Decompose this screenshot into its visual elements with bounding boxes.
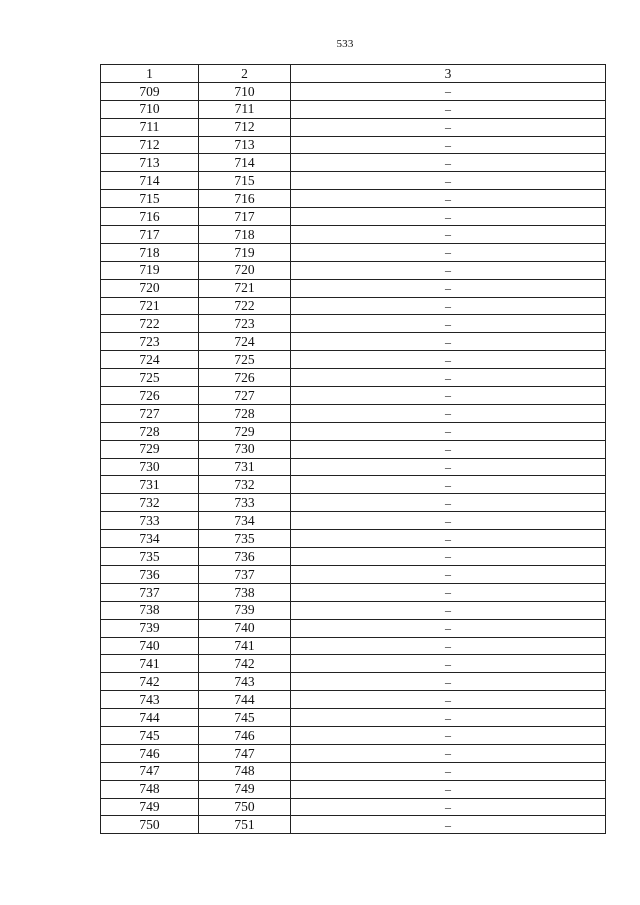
table-body <box>101 82 606 833</box>
table-cell-col-1: 710 <box>101 100 199 118</box>
table-cell-col-3: – <box>291 440 606 458</box>
table-cell-col-2: 747 <box>199 744 291 762</box>
table-cell-col-3: – <box>291 333 606 351</box>
table-row <box>101 494 606 512</box>
table-cell-col-3: – <box>291 118 606 136</box>
table-cell-col-3: – <box>291 762 606 780</box>
table-row <box>101 637 606 655</box>
table-cell-col-3: – <box>291 404 606 422</box>
table-cell-col-1: 731 <box>101 476 199 494</box>
table-row <box>101 351 606 369</box>
table-cell-col-3: – <box>291 226 606 244</box>
table-cell-col-2: 727 <box>199 387 291 405</box>
table-cell-col-2: 740 <box>199 619 291 637</box>
table-cell-col-3: – <box>291 619 606 637</box>
table-cell-col-1: 715 <box>101 190 199 208</box>
table-cell-col-1: 738 <box>101 601 199 619</box>
table-cell-col-2: 749 <box>199 780 291 798</box>
table-cell-col-1: 718 <box>101 243 199 261</box>
table-row <box>101 780 606 798</box>
table-row <box>101 136 606 154</box>
table-cell-col-1: 730 <box>101 458 199 476</box>
page-number: 533 <box>336 38 354 50</box>
table-row <box>101 172 606 190</box>
table-cell-col-3: – <box>291 637 606 655</box>
table-row <box>101 387 606 405</box>
table-cell-col-3: – <box>291 351 606 369</box>
data-table <box>100 64 606 834</box>
table-cell-col-2: 734 <box>199 512 291 530</box>
table-row <box>101 673 606 691</box>
table-cell-col-3: – <box>291 172 606 190</box>
table-row <box>101 583 606 601</box>
table-cell-col-1: 746 <box>101 744 199 762</box>
table-cell-col-1: 744 <box>101 709 199 727</box>
table-cell-col-2: 743 <box>199 673 291 691</box>
table-row <box>101 476 606 494</box>
table-row <box>101 333 606 351</box>
table-cell-col-2: 712 <box>199 118 291 136</box>
table-cell-col-1: 709 <box>101 82 199 100</box>
table-cell-col-3: – <box>291 190 606 208</box>
table-cell-col-1: 732 <box>101 494 199 512</box>
table-row <box>101 369 606 387</box>
table-cell-col-2: 728 <box>199 404 291 422</box>
table-row <box>101 190 606 208</box>
table-cell-col-1: 736 <box>101 565 199 583</box>
table-row <box>101 297 606 315</box>
table-cell-col-3: – <box>291 422 606 440</box>
table-cell-col-1: 726 <box>101 387 199 405</box>
table-cell-col-2: 726 <box>199 369 291 387</box>
table-cell-col-2: 713 <box>199 136 291 154</box>
table-row <box>101 404 606 422</box>
table-cell-col-3: – <box>291 458 606 476</box>
table-cell-col-2: 730 <box>199 440 291 458</box>
table-row <box>101 619 606 637</box>
table-row <box>101 82 606 100</box>
table-cell-col-3: – <box>291 369 606 387</box>
table-cell-col-1: 712 <box>101 136 199 154</box>
table-cell-col-2: 723 <box>199 315 291 333</box>
table-cell-col-2: 715 <box>199 172 291 190</box>
table-cell-col-2: 742 <box>199 655 291 673</box>
table-cell-col-1: 719 <box>101 261 199 279</box>
table-cell-col-2: 724 <box>199 333 291 351</box>
table-row <box>101 816 606 834</box>
table-cell-col-2: 750 <box>199 798 291 816</box>
table-cell-col-3: – <box>291 816 606 834</box>
table-cell-col-2: 720 <box>199 261 291 279</box>
table-cell-col-1: 734 <box>101 530 199 548</box>
table-cell-col-1: 745 <box>101 726 199 744</box>
table-cell-col-2: 718 <box>199 226 291 244</box>
table-cell-col-1: 725 <box>101 369 199 387</box>
table-row <box>101 208 606 226</box>
table-cell-col-1: 739 <box>101 619 199 637</box>
table-row <box>101 762 606 780</box>
table-cell-col-1: 717 <box>101 226 199 244</box>
table-cell-col-1: 750 <box>101 816 199 834</box>
table-cell-col-3: – <box>291 243 606 261</box>
table-cell-col-2: 710 <box>199 82 291 100</box>
table-row <box>101 261 606 279</box>
table-cell-col-3: – <box>291 315 606 333</box>
table-cell-col-3: – <box>291 548 606 566</box>
table-cell-col-2: 737 <box>199 565 291 583</box>
table-cell-col-1: 737 <box>101 583 199 601</box>
table-header <box>101 65 606 83</box>
table-cell-col-2: 725 <box>199 351 291 369</box>
table-cell-col-3: – <box>291 601 606 619</box>
table-cell-col-3: – <box>291 655 606 673</box>
table-cell-col-2: 745 <box>199 709 291 727</box>
table-cell-col-2: 714 <box>199 154 291 172</box>
table-cell-col-3: – <box>291 780 606 798</box>
table-cell-col-3: – <box>291 387 606 405</box>
table-row <box>101 118 606 136</box>
table-cell-col-2: 717 <box>199 208 291 226</box>
table-cell-col-1: 741 <box>101 655 199 673</box>
table-cell-col-1: 711 <box>101 118 199 136</box>
table-cell-col-3: – <box>291 744 606 762</box>
table-cell-col-1: 720 <box>101 279 199 297</box>
table-cell-col-1: 749 <box>101 798 199 816</box>
table-cell-col-1: 740 <box>101 637 199 655</box>
table-row <box>101 315 606 333</box>
table-cell-col-1: 713 <box>101 154 199 172</box>
table-cell-col-3: – <box>291 279 606 297</box>
table-cell-col-1: 743 <box>101 691 199 709</box>
table-cell-col-2: 732 <box>199 476 291 494</box>
table-cell-col-2: 746 <box>199 726 291 744</box>
table-cell-col-1: 742 <box>101 673 199 691</box>
table-cell-col-1: 729 <box>101 440 199 458</box>
table-cell-col-1: 724 <box>101 351 199 369</box>
table-cell-col-3: – <box>291 691 606 709</box>
table-row <box>101 565 606 583</box>
table-cell-col-3: – <box>291 494 606 512</box>
table-row <box>101 709 606 727</box>
table-cell-col-3: – <box>291 154 606 172</box>
table-cell-col-2: 738 <box>199 583 291 601</box>
table-cell-col-3: – <box>291 709 606 727</box>
table-cell-col-3: – <box>291 261 606 279</box>
table-cell-col-2: 722 <box>199 297 291 315</box>
table-row <box>101 458 606 476</box>
table-row <box>101 422 606 440</box>
table-cell-col-3: – <box>291 476 606 494</box>
table-row <box>101 548 606 566</box>
table-row <box>101 279 606 297</box>
table-cell-col-2: 733 <box>199 494 291 512</box>
table-cell-col-3: – <box>291 100 606 118</box>
table-cell-col-2: 739 <box>199 601 291 619</box>
table-cell-col-2: 741 <box>199 637 291 655</box>
table-cell-col-2: 748 <box>199 762 291 780</box>
table-cell-col-2: 751 <box>199 816 291 834</box>
column-header-1: 1 <box>101 65 199 83</box>
table-cell-col-3: – <box>291 798 606 816</box>
table-cell-col-1: 748 <box>101 780 199 798</box>
table-cell-col-1: 722 <box>101 315 199 333</box>
table-cell-col-3: – <box>291 726 606 744</box>
column-header-2: 2 <box>199 65 291 83</box>
table-cell-col-3: – <box>291 673 606 691</box>
table-row <box>101 601 606 619</box>
table-cell-col-1: 723 <box>101 333 199 351</box>
table-cell-col-3: – <box>291 136 606 154</box>
header-row <box>101 65 606 83</box>
table-cell-col-3: – <box>291 565 606 583</box>
table-cell-col-1: 727 <box>101 404 199 422</box>
table-cell-col-2: 711 <box>199 100 291 118</box>
table-row <box>101 691 606 709</box>
table-cell-col-3: – <box>291 208 606 226</box>
table-cell-col-1: 716 <box>101 208 199 226</box>
table-cell-col-2: 731 <box>199 458 291 476</box>
table-cell-col-3: – <box>291 512 606 530</box>
column-header-3: 3 <box>291 65 606 83</box>
table-cell-col-2: 716 <box>199 190 291 208</box>
table-row <box>101 243 606 261</box>
table-row <box>101 655 606 673</box>
table-row <box>101 226 606 244</box>
table-cell-col-2: 736 <box>199 548 291 566</box>
table-cell-col-2: 744 <box>199 691 291 709</box>
table-cell-col-1: 721 <box>101 297 199 315</box>
table-cell-col-1: 735 <box>101 548 199 566</box>
table-row <box>101 726 606 744</box>
table-cell-col-3: – <box>291 297 606 315</box>
table-cell-col-3: – <box>291 82 606 100</box>
table-cell-col-1: 747 <box>101 762 199 780</box>
table-cell-col-1: 728 <box>101 422 199 440</box>
table-row <box>101 512 606 530</box>
table-row <box>101 154 606 172</box>
table-cell-col-3: – <box>291 583 606 601</box>
table-cell-col-2: 735 <box>199 530 291 548</box>
table-cell-col-1: 733 <box>101 512 199 530</box>
table-row <box>101 744 606 762</box>
table-cell-col-3: – <box>291 530 606 548</box>
table-cell-col-1: 714 <box>101 172 199 190</box>
table-row <box>101 530 606 548</box>
table-cell-col-2: 719 <box>199 243 291 261</box>
table-cell-col-2: 729 <box>199 422 291 440</box>
table-cell-col-2: 721 <box>199 279 291 297</box>
table-row <box>101 100 606 118</box>
table-row <box>101 440 606 458</box>
table-row <box>101 798 606 816</box>
